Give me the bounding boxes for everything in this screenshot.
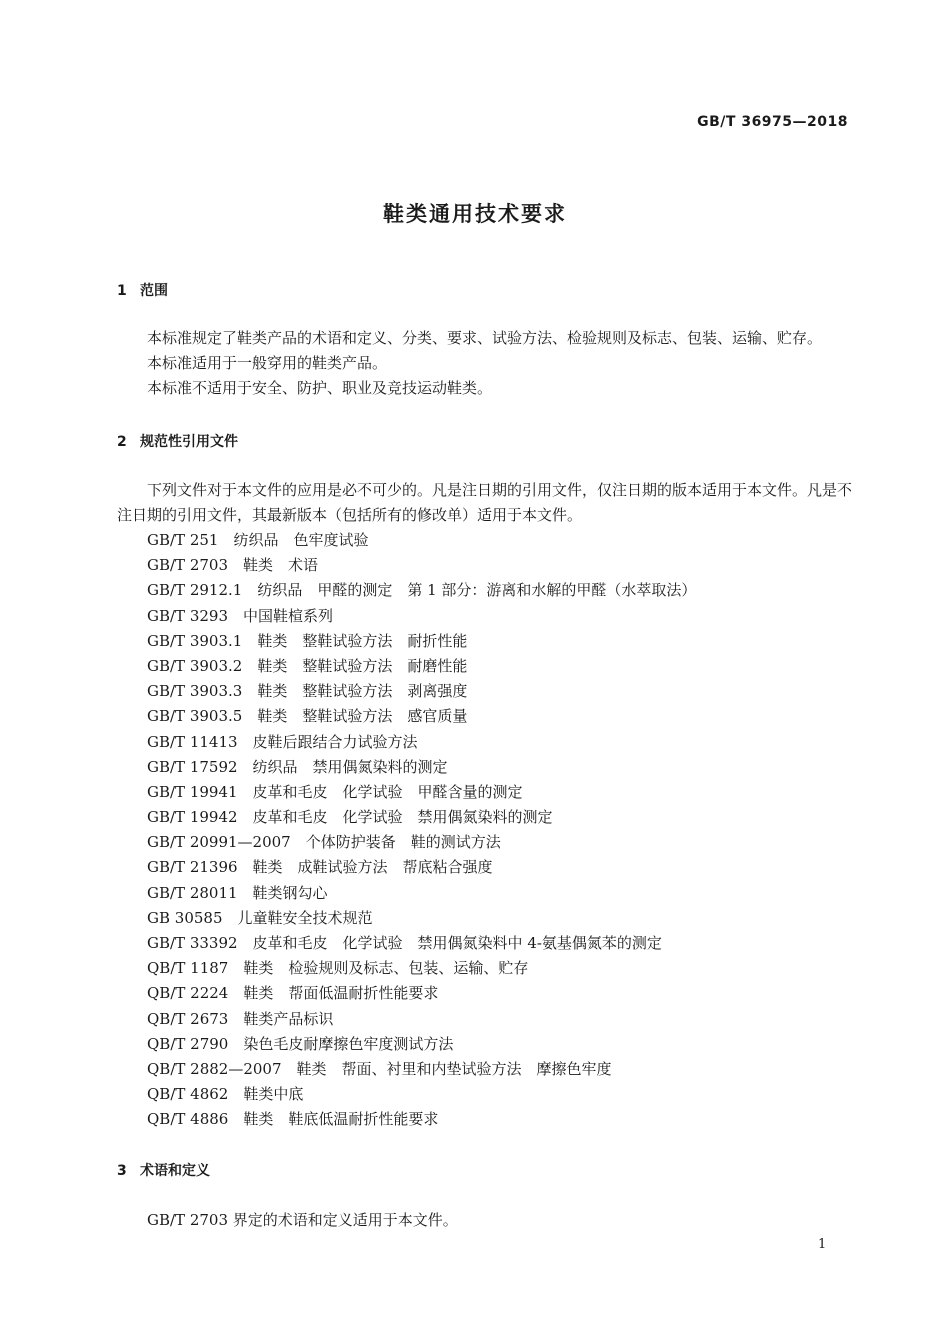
- reference-item: GB/T 251 纺织品 色牢度试验: [147, 531, 369, 549]
- standard-number: GB/T 36975—2018: [697, 114, 848, 130]
- reference-item: GB/T 21396 鞋类 成鞋试验方法 帮底粘合强度: [147, 858, 493, 877]
- reference-item: GB/T 3903.2 鞋类 整鞋试验方法 耐磨性能: [147, 656, 468, 675]
- reference-item: GB 30585 儿童鞋安全技术规范: [147, 908, 373, 927]
- section-3-heading: [117, 1160, 210, 1180]
- reference-item: QB/T 4886 鞋类 鞋底低温耐折性能要求: [147, 1110, 439, 1129]
- paragraph: 本标准规定了鞋类产品的术语和定义、分类、要求、试验方法、检验规则及标志、包装、运输、贮存。: [147, 329, 823, 347]
- reference-item: GB/T 2703 鞋类 术语: [147, 556, 319, 575]
- reference-list: [147, 528, 696, 1133]
- section-2-intro: [117, 478, 855, 528]
- section-2-heading: [117, 431, 238, 451]
- reference-item: GB/T 3903.5 鞋类 整鞋试验方法 感官质量: [147, 707, 468, 726]
- reference-item: GB/T 17592 纺织品 禁用偶氮染料的测定: [147, 757, 448, 776]
- reference-item: GB/T 2912.1 纺织品 甲醛的测定 第 1 部分：游离和水解的甲醛（水萃取法）: [147, 581, 697, 600]
- reference-item: GB/T 3293 中国鞋楦系列: [147, 606, 334, 625]
- section-3-body: [117, 1208, 855, 1233]
- reference-item: QB/T 2882—2007 鞋类 帮面、衬里和内垫试验方法 摩擦色牢度: [147, 1059, 612, 1078]
- reference-item: QB/T 2790 染色毛皮耐摩擦色牢度测试方法: [147, 1034, 454, 1053]
- section-1-heading: [117, 280, 168, 300]
- section-1-title: 范围: [140, 283, 168, 299]
- section-1-number: 1: [117, 283, 127, 299]
- reference-item: GB/T 19941 皮革和毛皮 化学试验 甲醛含量的测定: [147, 782, 523, 801]
- section-1-body: [117, 326, 855, 401]
- paragraph: 下列文件对于本文件的应用是必不可少的。凡是注日期的引用文件，仅注日期的版本适用于本文件。凡是不注日期的引用文件，其最新版本（包括所有的修改单）适用于本文件。: [117, 481, 853, 524]
- reference-item: QB/T 4862 鞋类中底: [147, 1085, 304, 1104]
- reference-item: GB/T 28011 鞋类钢勾心: [147, 883, 328, 902]
- paragraph: GB/T 2703 界定的术语和定义适用于本文件。: [147, 1211, 458, 1229]
- reference-item: GB/T 11413 皮鞋后跟结合力试验方法: [147, 732, 418, 751]
- page-number: 1: [818, 1237, 827, 1252]
- paragraph: 本标准不适用于安全、防护、职业及竞技运动鞋类。: [147, 379, 493, 397]
- section-2-number: 2: [117, 434, 127, 450]
- paragraph: 本标准适用于一般穿用的鞋类产品。: [147, 354, 388, 372]
- reference-item: GB/T 20991—2007 个体防护装备 鞋的测试方法: [147, 833, 501, 852]
- reference-item: GB/T 33392 皮革和毛皮 化学试验 禁用偶氮染料中 4-氨基偶氮苯的测定: [147, 934, 662, 952]
- section-2-title: 规范性引用文件: [140, 434, 238, 450]
- section-3-title: 术语和定义: [140, 1163, 210, 1179]
- reference-item: QB/T 2224 鞋类 帮面低温耐折性能要求: [147, 984, 439, 1003]
- reference-item: GB/T 3903.3 鞋类 整鞋试验方法 剥离强度: [147, 682, 468, 701]
- reference-item: QB/T 2673 鞋类产品标识: [147, 1009, 334, 1028]
- reference-item: GB/T 3903.1 鞋类 整鞋试验方法 耐折性能: [147, 631, 468, 650]
- section-3-number: 3: [117, 1163, 127, 1179]
- reference-item: GB/T 19942 皮革和毛皮 化学试验 禁用偶氮染料的测定: [147, 808, 553, 827]
- document-title: 鞋类通用技术要求: [383, 202, 567, 226]
- reference-item: QB/T 1187 鞋类 检验规则及标志、包装、运输、贮存: [147, 959, 529, 978]
